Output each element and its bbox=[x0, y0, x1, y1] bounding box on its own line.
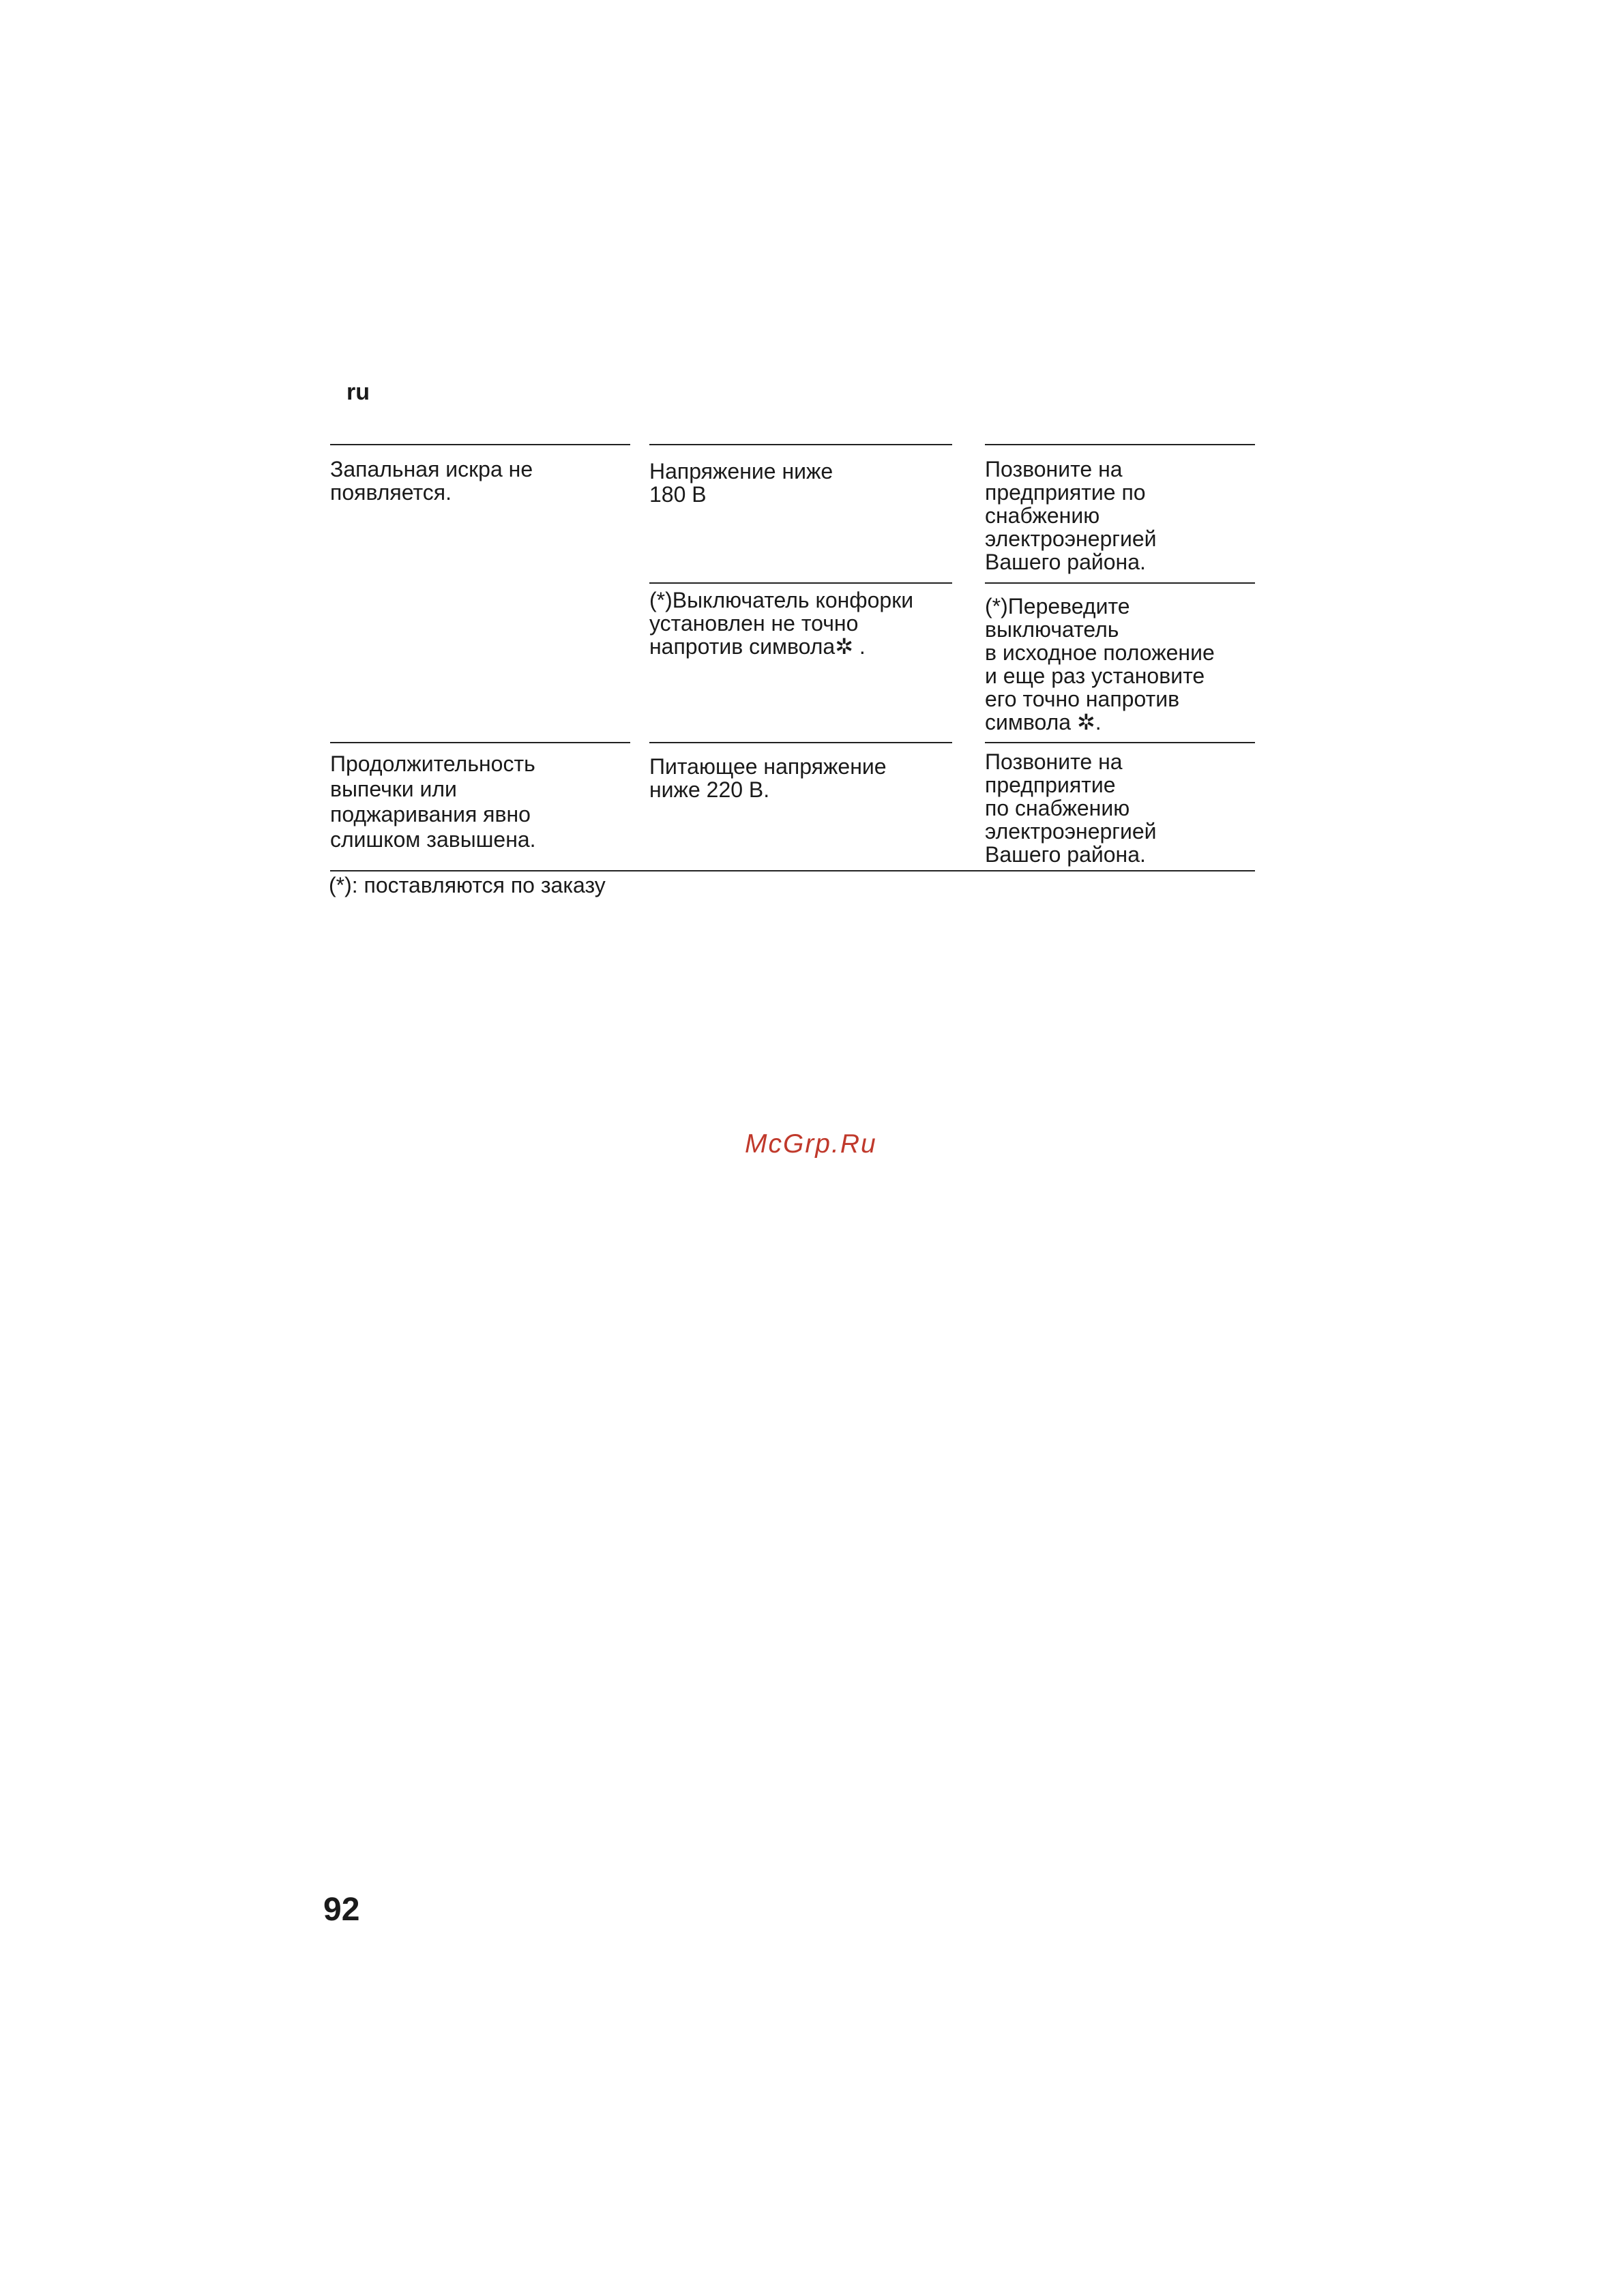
page-number: 92 bbox=[323, 1892, 360, 1928]
problem-cell: Запальная искра не появляется. bbox=[330, 457, 533, 505]
cause-cell: Питающее напряжение ниже 220 В. bbox=[649, 754, 887, 802]
table-rule bbox=[649, 582, 952, 584]
remedy-cell: Позвоните на предприятие по снабжению электроэнергией Вашего района. bbox=[985, 457, 1157, 574]
table-rule bbox=[985, 444, 1255, 445]
remedy-cell: Позвоните на предприятие по снабжению электроэнергией Вашего района. bbox=[985, 749, 1157, 867]
table-rule bbox=[985, 582, 1255, 584]
watermark: McGrp.Ru bbox=[745, 1129, 877, 1159]
remedy-cell: (*)Переведите выключатель в исходное положение и еще раз установите его точно напротив символа ✲. bbox=[985, 594, 1215, 734]
table-rule bbox=[649, 742, 952, 743]
cause-cell: (*)Выключатель конфорки установлен не точно напротив символа✲ . bbox=[649, 588, 914, 659]
table-bottom-rule bbox=[330, 870, 1255, 871]
table-rule bbox=[330, 742, 630, 743]
table-rule bbox=[330, 444, 630, 445]
table-rule bbox=[985, 742, 1255, 743]
table-rule bbox=[649, 444, 952, 445]
footnote: (*): поставляются по заказу bbox=[329, 873, 606, 897]
language-label: ru bbox=[346, 379, 370, 405]
cause-cell: Напряжение ниже 180 В bbox=[649, 459, 833, 507]
problem-cell: Продолжительность выпечки или поджаривания явно слишком завышена. bbox=[330, 751, 536, 852]
